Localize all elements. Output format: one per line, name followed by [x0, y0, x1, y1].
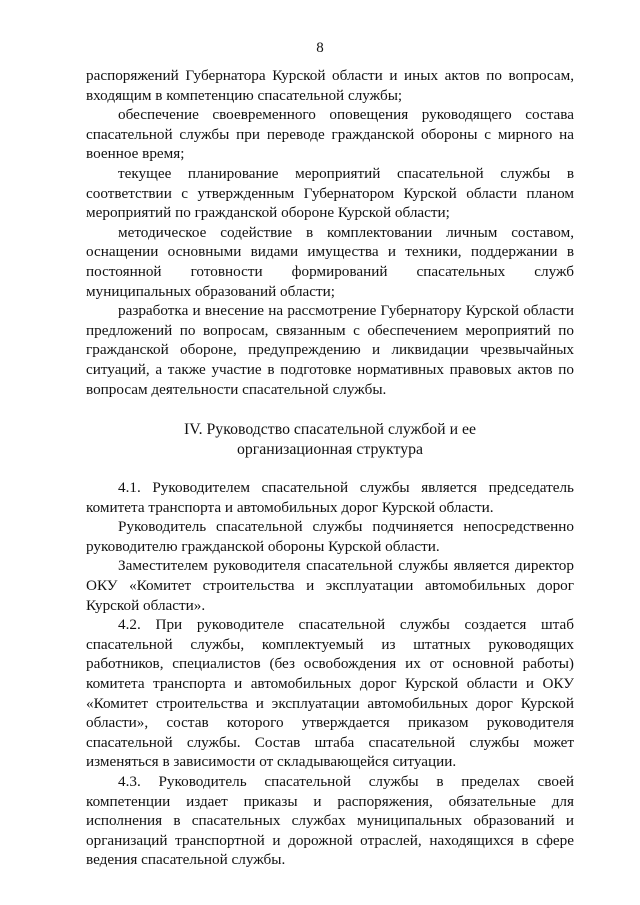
section-heading-line-2: организационная структура: [236, 441, 424, 459]
paragraph-proposals: разработка и внесение на рассмотрение Губернатору Курской области предложений по вопросам, связанным с обеспечением мероприятий по гражданской обороне, предупреждению и ликвидации чрезвычайных ситуаций, а также участие в подготовке нормативных правовых актов по вопросам деятельности спасательной службы.: [86, 302, 574, 398]
paragraph-4-2: 4.2. При руководителе спасательной службы создается штаб спасательной службы, комплектуемый из штатных руководящих работников, специалистов (без освобождения их от основной работы) комитета транспорта и автомобильных дорог Курской области и ОКУ «Комитет строительства и эксплуатации автомобильных дорог Курской области», состав которого утверждается приказом руководителя спасательной службы. Состав штаба спасательной службы может изменяться в зависимости от складывающейся ситуации.: [86, 616, 574, 771]
paragraph-deputy: Заместителем руководителя спасательной службы является директор ОКУ «Комитет строительства и эксплуатации автомобильных дорог Курской области».: [86, 557, 574, 614]
document-body: [86, 66, 574, 870]
paragraph-notification: обеспечение своевременного оповещения руководящего состава спасательной службы при переводе гражданской обороны с мирного на военное время;: [86, 106, 574, 163]
paragraph-4-3: 4.3. Руководитель спасательной службы в пределах своей компетенции издает приказы и распоряжения, обязательные для исполнения в спасательных службах муниципальных образований и организаций транспортной и дорожной отраслей, находящихся в сфере ведения спасательной службы.: [86, 773, 574, 869]
section-heading-line-1: IV. Руководство спасательной службой и ее: [183, 421, 477, 439]
paragraph-planning: текущее планирование мероприятий спасательной службы в соответствии с утвержденным Губернатором Курской области планом мероприятий по гражданской обороне Курской области;: [86, 164, 574, 222]
page-number: 8: [316, 40, 324, 56]
paragraph-subordination: Руководитель спасательной службы подчиняется непосредственно руководителю гражданской обороны Курской области.: [86, 518, 574, 555]
section-heading: [86, 420, 574, 460]
paragraph-4-1: 4.1. Руководителем спасательной службы является председатель комитета транспорта и автомобильных дорог Курской области.: [86, 479, 574, 516]
paragraph-methodical-support: методическое содействие в комплектовании личным составом, оснащении основными видами имущества и техники, поддержании в постоянной готовности формирований спасательных служб муниципальных образований области;: [86, 223, 574, 300]
paragraph-continuation: распоряжений Губернатора Курской области и иных актов по вопросам, входящим в компетенцию спасательной службы;: [86, 67, 574, 104]
